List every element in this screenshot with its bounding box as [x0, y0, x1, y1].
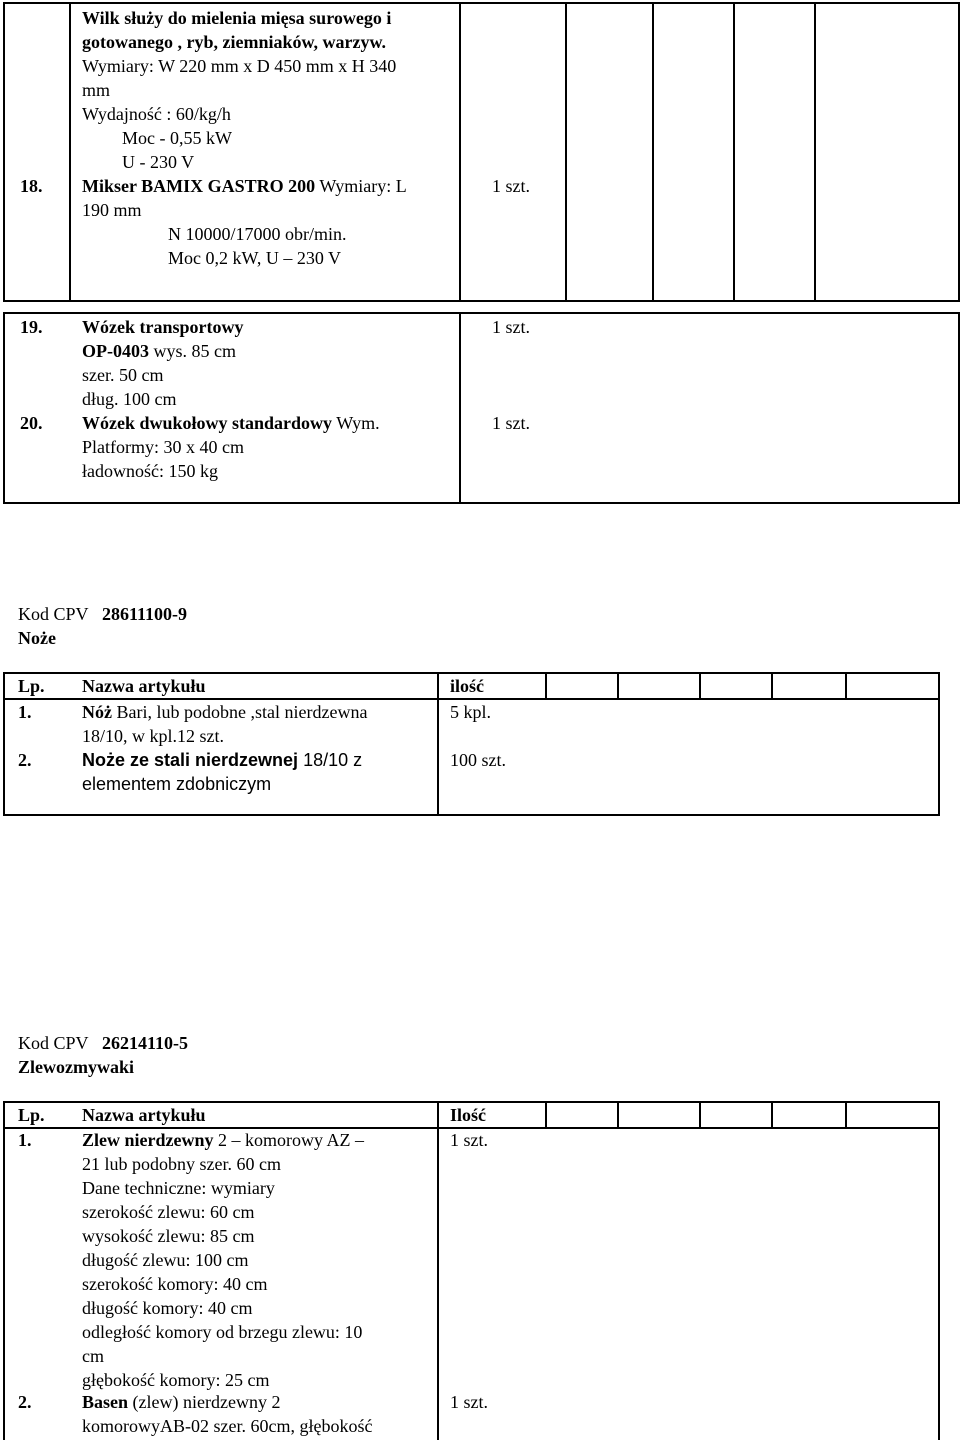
- table-border: [814, 2, 816, 302]
- table-border: [652, 2, 654, 302]
- table-border: [938, 1101, 940, 1440]
- row-number: 2.: [18, 1392, 32, 1412]
- cpv-number: 26214110-5: [102, 1033, 189, 1053]
- item-description: gotowanego , ryb, ziemniaków, warzyw.: [82, 32, 386, 52]
- cpv-code: [18, 602, 187, 626]
- item-description: Wydajność : 60/kg/h: [82, 104, 231, 124]
- item-description: 190 mm: [82, 200, 142, 220]
- table-border: [3, 312, 960, 314]
- item-name: Mikser BAMIX GASTRO 200: [82, 176, 316, 196]
- item-description: mm: [82, 80, 111, 100]
- table-border: [3, 300, 960, 302]
- item-description: Platformy: 30 x 40 cm: [82, 437, 244, 457]
- item-name: Nóż: [82, 702, 112, 722]
- item-spec: 2 – komorowy AZ –: [213, 1130, 364, 1150]
- item-description: szer. 50 cm: [82, 365, 164, 385]
- item-description: głębokość komory: 25 cm: [82, 1370, 270, 1390]
- item-description: N 10000/17000 obr/min.: [168, 224, 347, 244]
- table-border: [699, 672, 701, 698]
- header-qty: ilość: [450, 676, 484, 696]
- table-border: [437, 672, 439, 816]
- table-border: [617, 1101, 619, 1127]
- table-border: [545, 672, 547, 698]
- header-lp: Lp.: [18, 676, 45, 696]
- item-description: U - 230 V: [122, 152, 195, 172]
- item-spec: Wym.: [332, 413, 380, 433]
- item-description: 18/10, w kpl.12 szt.: [82, 726, 224, 746]
- item-description: długość zlewu: 100 cm: [82, 1250, 249, 1270]
- item-model: OP-0403: [82, 341, 149, 361]
- item-name: Wózek dwukołowy standardowy: [82, 413, 333, 433]
- section-title: Zlewozmywaki: [18, 1057, 134, 1077]
- item-description: Wilk służy do mielenia mięsa surowego i: [82, 8, 392, 28]
- table-border: [845, 1101, 847, 1127]
- table-border: [771, 672, 773, 698]
- item-description: cm: [82, 1346, 104, 1366]
- table-border: [938, 672, 940, 816]
- table-border: [69, 2, 71, 302]
- item-description: komorowyAB-02 szer. 60cm, głębokość: [82, 1416, 373, 1436]
- table-border: [3, 1101, 5, 1440]
- item-description: dług. 100 cm: [82, 389, 177, 409]
- table-border: [437, 1101, 439, 1440]
- item-quantity: 1 szt.: [450, 1130, 488, 1150]
- table-border: [3, 672, 5, 816]
- table-border: [459, 2, 461, 302]
- row-number: 1.: [18, 702, 32, 722]
- item-spec: 18/10 z: [298, 750, 363, 770]
- item-description: Wymiary: W 220 mm x D 450 mm x H 340: [82, 56, 397, 76]
- header-name: Nazwa artykułu: [82, 1105, 206, 1125]
- item-quantity: 100 szt.: [450, 750, 506, 770]
- table-border: [3, 312, 5, 504]
- item-spec: (zlew) nierdzewny 2: [128, 1392, 281, 1412]
- item-description: [82, 700, 367, 724]
- item-description: szerokość zlewu: 60 cm: [82, 1202, 255, 1222]
- table-border: [845, 672, 847, 698]
- item-description: 21 lub podobny szer. 60 cm: [82, 1154, 281, 1174]
- row-number: 18.: [20, 176, 43, 196]
- table-border: [3, 2, 960, 4]
- item-description: szerokość komory: 40 cm: [82, 1274, 268, 1294]
- item-quantity: 1 szt.: [492, 176, 530, 196]
- cpv-number: 28611100-9: [102, 604, 188, 624]
- item-description: [82, 1390, 280, 1414]
- table-border: [617, 672, 619, 698]
- row-number: 20.: [20, 413, 43, 433]
- table-border: [565, 2, 567, 302]
- item-description: długość komory: 40 cm: [82, 1298, 253, 1318]
- item-name: Wózek transportowy: [82, 317, 244, 337]
- item-description: [82, 1128, 364, 1152]
- header-qty: Ilość: [450, 1105, 486, 1125]
- item-quantity: 1 szt.: [492, 317, 530, 337]
- table-border: [3, 502, 960, 504]
- item-spec: wys. 85 cm: [149, 341, 236, 361]
- cpv-code: [18, 1031, 188, 1055]
- item-spec: Wymiary: L: [315, 176, 407, 196]
- item-description: [82, 174, 407, 198]
- header-lp: Lp.: [18, 1105, 45, 1125]
- item-description: [82, 748, 362, 772]
- table-border: [699, 1101, 701, 1127]
- item-name: Zlew nierdzewny: [82, 1130, 214, 1150]
- table-border: [3, 814, 940, 816]
- table-border: [771, 1101, 773, 1127]
- table-border: [733, 2, 735, 302]
- cpv-label: Kod CPV: [18, 604, 89, 624]
- item-description: Moc - 0,55 kW: [122, 128, 232, 148]
- item-description: Moc 0,2 kW, U – 230 V: [168, 248, 342, 268]
- item-spec: Bari, lub podobne ,stal nierdzewna: [112, 702, 368, 722]
- table-border: [3, 2, 5, 302]
- table-border: [459, 312, 461, 504]
- table-border: [545, 1101, 547, 1127]
- item-quantity: 5 kpl.: [450, 702, 492, 722]
- item-quantity: 1 szt.: [450, 1392, 488, 1412]
- section-title: Noże: [18, 628, 56, 648]
- item-description: wysokość zlewu: 85 cm: [82, 1226, 255, 1246]
- item-quantity: 1 szt.: [492, 413, 530, 433]
- item-name: Basen: [82, 1392, 129, 1412]
- item-description: odległość komory od brzegu zlewu: 10: [82, 1322, 363, 1342]
- row-number: 2.: [18, 750, 32, 770]
- cpv-label: Kod CPV: [18, 1033, 89, 1053]
- header-name: Nazwa artykułu: [82, 676, 206, 696]
- item-name: Noże ze stali nierdzewnej: [82, 750, 299, 770]
- item-description: [82, 411, 380, 435]
- item-description: elementem zdobniczym: [82, 774, 272, 794]
- item-description: ładowność: 150 kg: [82, 461, 218, 481]
- row-number: 19.: [20, 317, 43, 337]
- row-number: 1.: [18, 1130, 32, 1150]
- item-description: [82, 339, 236, 363]
- item-description: Dane techniczne: wymiary: [82, 1178, 275, 1198]
